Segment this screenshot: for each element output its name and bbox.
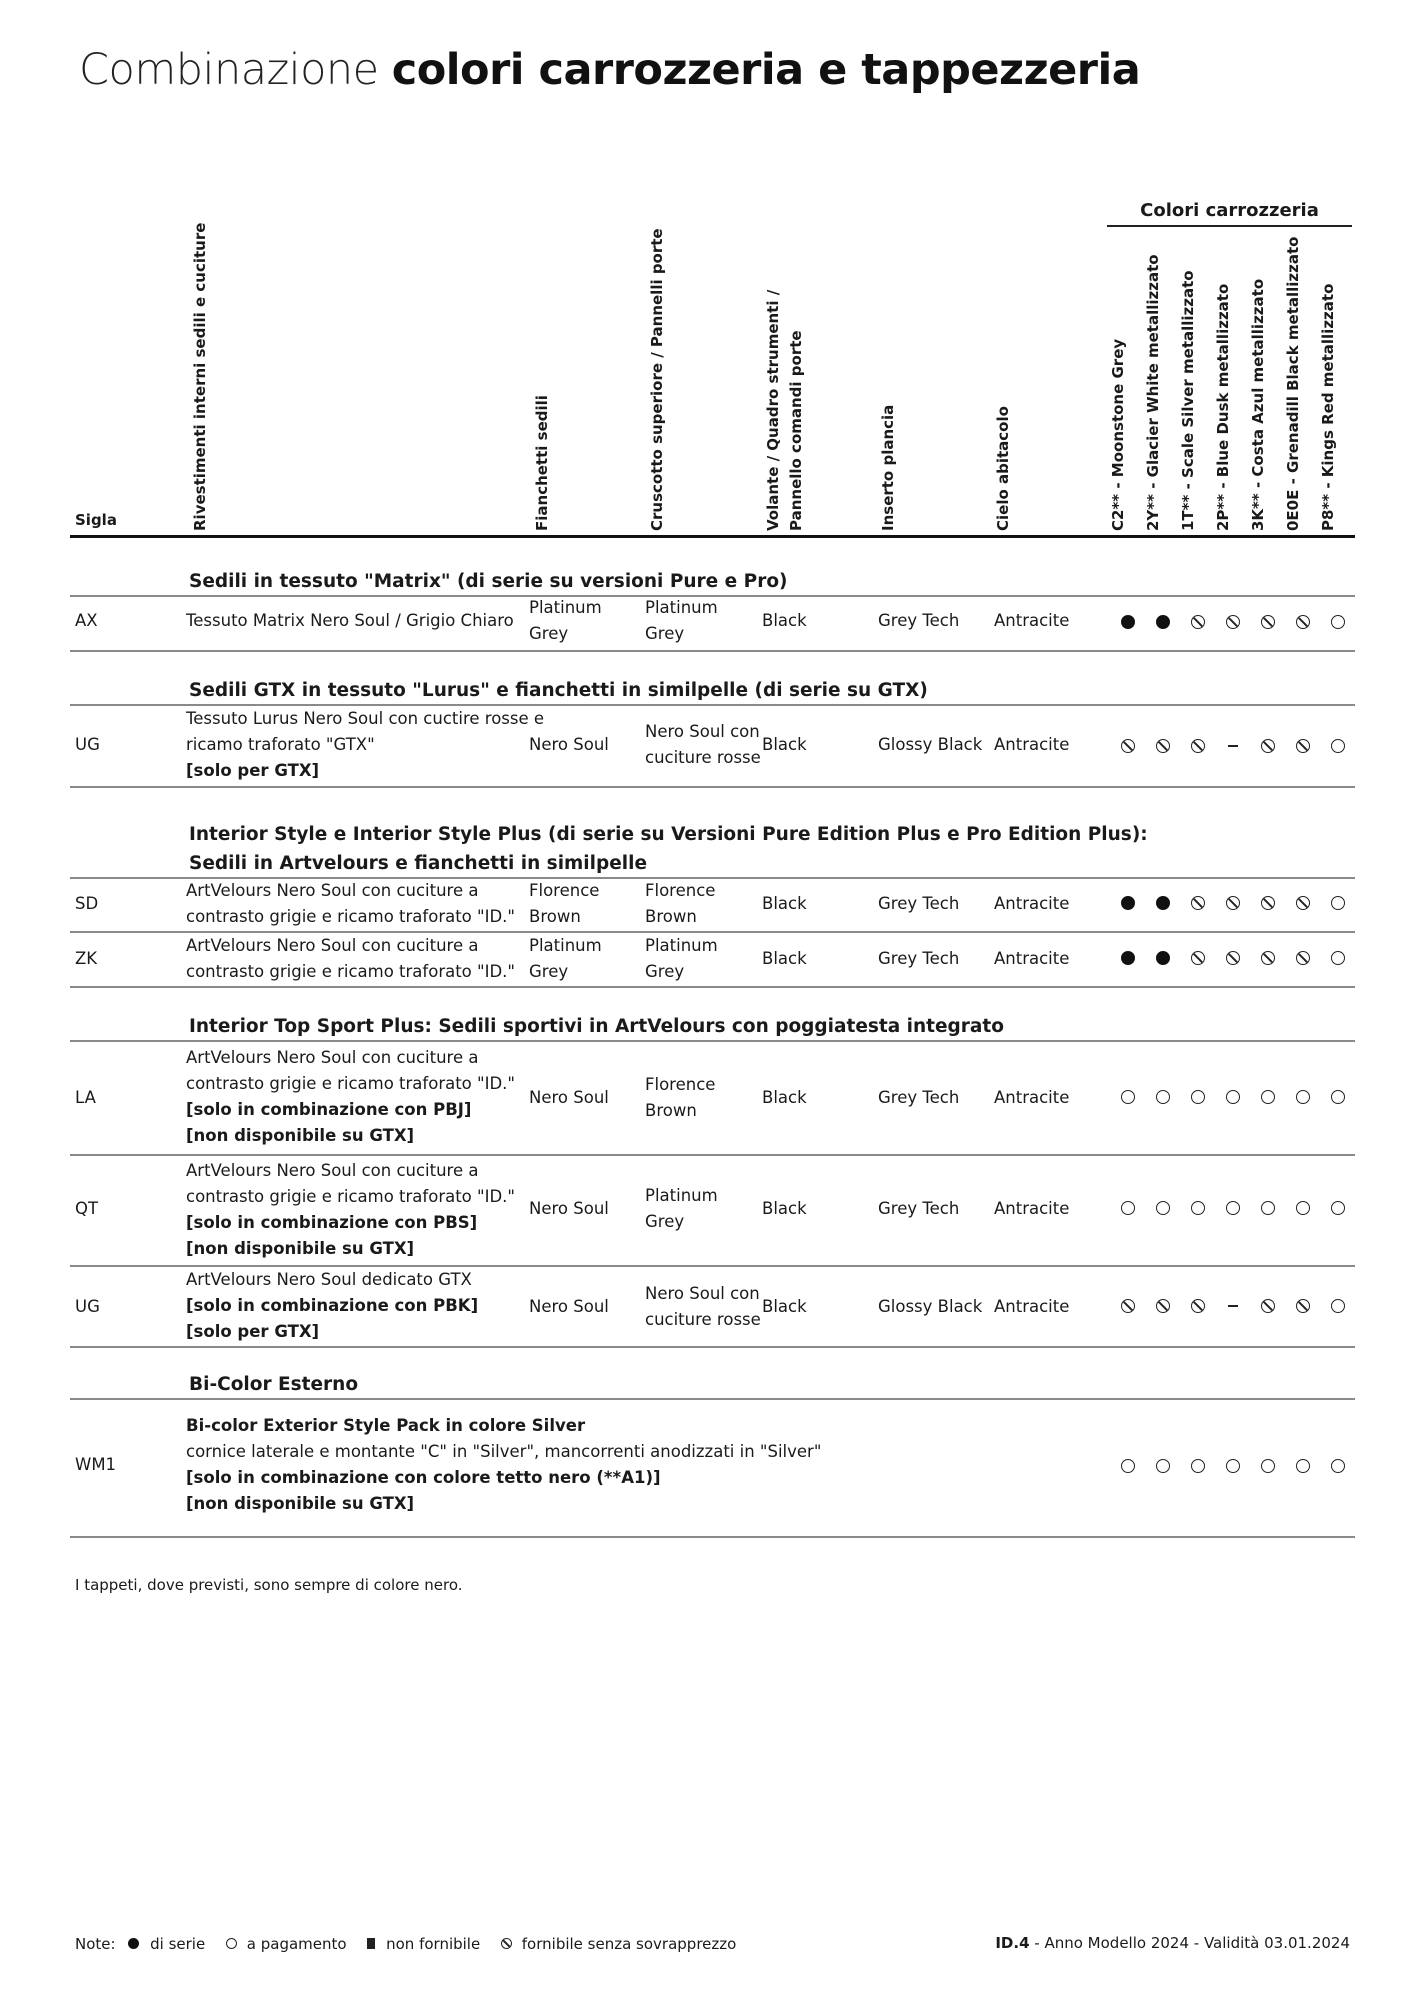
title-bold: colori carrozzeria e tappezzeria	[391, 45, 1141, 95]
legend	[75, 1934, 736, 1953]
cielo-cell: Antracite	[994, 1199, 1070, 1218]
inserto-cell: Grey Tech	[878, 1199, 960, 1218]
availability-free-icon	[1191, 615, 1205, 629]
cruscotto-cell: Nero Soul con cuciture rosse	[645, 1284, 761, 1329]
volante-cell: Black	[762, 894, 807, 913]
availability-open-icon	[1331, 615, 1345, 629]
rivestimento-cell: Bi-color Exterior Style Pack in colore Silver cornice laterale e montante "C" in "Silver", mancorrenti anodizzati in "Silver" [solo in combinazione con colore tetto nero (**A1)] [non disponibile su GTX]	[186, 1416, 822, 1513]
fianchetti-cell: Platinum Grey	[529, 936, 602, 981]
rivestimento-cell: Tessuto Matrix Nero Soul / Grigio Chiaro	[186, 611, 514, 630]
section-title-bicolor: Bi-Color Esterno	[189, 1374, 359, 1395]
availability-open-icon	[1331, 951, 1345, 965]
section-title-style: Interior Style e Interior Style Plus (di serie su Versioni Pure Edition Plus e Pro Edition Plus): Sedili in Artvelours e fianchetti in similpelle	[189, 824, 1148, 874]
availability-free-icon	[1261, 1299, 1275, 1313]
availability-filled-icon	[1156, 896, 1170, 910]
rivestimento-cell: ArtVelours Nero Soul con cuciture a contrasto grigie e ricamo traforato "ID." [solo in combinazione con PBJ] [non disponibile su GTX]	[186, 1048, 516, 1145]
colors-group-rule	[1107, 225, 1352, 227]
availability-open-icon	[1191, 1201, 1205, 1215]
availability-free-icon	[1191, 739, 1205, 753]
cielo-cell: Antracite	[994, 1297, 1070, 1316]
availability-open-icon	[1156, 1459, 1170, 1473]
fianchetti-cell: Platinum Grey	[529, 598, 602, 643]
cruscotto-cell: Florence Brown	[645, 881, 716, 926]
availability-dash-icon	[1228, 1305, 1238, 1307]
availability-open-icon	[1331, 1201, 1345, 1215]
availability-open-icon	[1226, 1459, 1240, 1473]
availability-free-icon	[1121, 739, 1135, 753]
rivestimento-cell: ArtVelours Nero Soul con cuciture a contrasto grigie e ricamo traforato "ID."	[186, 936, 516, 981]
availability-free-icon	[1296, 615, 1310, 629]
availability-open-icon	[1191, 1090, 1205, 1104]
colors-group-label: Colori carrozzeria	[1140, 200, 1319, 221]
availability-free-icon	[1226, 615, 1240, 629]
cruscotto-cell: Platinum Grey	[645, 598, 718, 643]
availability-open-icon	[1261, 1201, 1275, 1215]
cruscotto-cell: Platinum Grey	[645, 936, 718, 981]
row-divider	[70, 1154, 1355, 1156]
fianchetti-cell: Nero Soul	[529, 1088, 609, 1107]
legend-senza-sovrapprezzo: fornibile senza sovrapprezzo	[521, 1934, 737, 1953]
availability-filled-icon	[1121, 896, 1135, 910]
cruscotto-cell: Nero Soul con cuciture rosse	[645, 722, 761, 767]
availability-open-icon	[1331, 896, 1345, 910]
volante-cell: Black	[762, 949, 807, 968]
inserto-cell: Grey Tech	[878, 611, 960, 630]
availability-free-icon	[1261, 896, 1275, 910]
slashed-circle-icon	[501, 1938, 512, 1949]
availability-free-icon	[1191, 1299, 1205, 1313]
inserto-cell: Grey Tech	[878, 949, 960, 968]
row-divider	[70, 786, 1355, 788]
filled-circle-icon	[128, 1938, 139, 1949]
footer-validity: ID.4 - Anno Modello 2024 - Validità 03.01.2024	[995, 1934, 1350, 1952]
row-code: UG	[75, 735, 100, 754]
availability-free-icon	[1296, 1299, 1310, 1313]
availability-open-icon	[1296, 1201, 1310, 1215]
availability-open-icon	[1331, 739, 1345, 753]
rivestimento-cell: Tessuto Lurus Nero Soul con cuctire rosse e ricamo traforato "GTX" [solo per GTX]	[186, 709, 545, 780]
section-title-topsport: Interior Top Sport Plus: Sedili sportivi in ArtVelours con poggiatesta integrato	[189, 1016, 1004, 1037]
rivestimento-cell: ArtVelours Nero Soul con cuciture a contrasto grigie e ricamo traforato "ID."	[186, 881, 516, 926]
availability-free-icon	[1261, 951, 1275, 965]
volante-cell: Black	[762, 611, 807, 630]
cruscotto-cell: Florence Brown	[645, 1075, 716, 1120]
availability-open-icon	[1261, 1459, 1275, 1473]
open-circle-icon	[226, 1938, 237, 1949]
row-code: SD	[75, 894, 99, 913]
availability-free-icon	[1296, 896, 1310, 910]
cielo-cell: Antracite	[994, 1088, 1070, 1107]
cielo-cell: Antracite	[994, 949, 1070, 968]
section-rule-topsport	[70, 1040, 1355, 1042]
availability-dash-icon	[1228, 745, 1238, 747]
availability-free-icon	[1261, 615, 1275, 629]
table-bottom-rule	[70, 1536, 1355, 1538]
header-sigla: Sigla	[75, 511, 117, 529]
inserto-cell: Grey Tech	[878, 1088, 960, 1107]
legend-prefix: Note:	[75, 1934, 116, 1953]
row-divider	[70, 650, 1355, 652]
inserto-cell: Grey Tech	[878, 894, 960, 913]
title-light: Combinazione	[79, 45, 379, 95]
row-divider	[70, 1346, 1355, 1348]
availability-filled-icon	[1156, 615, 1170, 629]
row-code: WM1	[75, 1455, 117, 1474]
availability-open-icon	[1331, 1459, 1345, 1473]
availability-open-icon	[1226, 1201, 1240, 1215]
availability-open-icon	[1121, 1459, 1135, 1473]
availability-free-icon	[1296, 951, 1310, 965]
section-rule-bicolor	[70, 1398, 1355, 1400]
carpet-note: I tappeti, dove previsti, sono sempre di colore nero.	[75, 1576, 463, 1594]
row-code: UG	[75, 1297, 100, 1316]
availability-open-icon	[1261, 1090, 1275, 1104]
availability-open-icon	[1296, 1459, 1310, 1473]
availability-free-icon	[1191, 896, 1205, 910]
fianchetti-cell: Nero Soul	[529, 735, 609, 754]
availability-free-icon	[1191, 951, 1205, 965]
availability-free-icon	[1296, 739, 1310, 753]
page-title	[79, 45, 1140, 95]
availability-open-icon	[1121, 1201, 1135, 1215]
volante-cell: Black	[762, 1297, 807, 1316]
cielo-cell: Antracite	[994, 735, 1070, 754]
dash-icon	[367, 1938, 375, 1949]
rivestimento-cell: ArtVelours Nero Soul dedicato GTX [solo in combinazione con PBK] [solo per GTX]	[186, 1270, 479, 1341]
row-code: ZK	[75, 949, 98, 968]
cielo-cell: Antracite	[994, 894, 1070, 913]
availability-open-icon	[1191, 1459, 1205, 1473]
section-title-matrix: Sedili in tessuto "Matrix" (di serie su versioni Pure e Pro)	[189, 571, 788, 592]
inserto-cell: Glossy Black	[878, 1297, 983, 1316]
row-divider	[70, 986, 1355, 988]
cielo-cell: Antracite	[994, 611, 1070, 630]
inserto-cell: Glossy Black	[878, 735, 983, 754]
availability-free-icon	[1261, 739, 1275, 753]
availability-open-icon	[1156, 1201, 1170, 1215]
section-title-gtx: Sedili GTX in tessuto "Lurus" e fianchetti in similpelle (di serie su GTX)	[189, 680, 928, 701]
legend-di-serie: di serie	[150, 1934, 206, 1953]
volante-cell: Black	[762, 1199, 807, 1218]
cruscotto-cell: Platinum Grey	[645, 1186, 718, 1231]
availability-open-icon	[1226, 1090, 1240, 1104]
fianchetti-cell: Nero Soul	[529, 1199, 609, 1218]
fianchetti-cell: Nero Soul	[529, 1297, 609, 1316]
row-code: AX	[75, 611, 98, 630]
row-code: QT	[75, 1199, 99, 1218]
availability-open-icon	[1156, 1090, 1170, 1104]
availability-free-icon	[1226, 896, 1240, 910]
availability-free-icon	[1226, 951, 1240, 965]
availability-filled-icon	[1156, 951, 1170, 965]
availability-open-icon	[1121, 1090, 1135, 1104]
volante-cell: Black	[762, 1088, 807, 1107]
availability-free-icon	[1156, 739, 1170, 753]
legend-a-pagamento: a pagamento	[246, 1934, 347, 1953]
availability-open-icon	[1331, 1090, 1345, 1104]
row-code: LA	[75, 1088, 96, 1107]
legend-non-fornibile: non fornibile	[386, 1934, 481, 1953]
rivestimento-cell: ArtVelours Nero Soul con cuciture a contrasto grigie e ricamo traforato "ID." [solo in combinazione con PBS] [non disponibile su GTX]	[186, 1161, 516, 1258]
availability-open-icon	[1296, 1090, 1310, 1104]
fianchetti-cell: Florence Brown	[529, 881, 600, 926]
availability-open-icon	[1331, 1299, 1345, 1313]
header-rule	[70, 535, 1355, 538]
availability-free-icon	[1121, 1299, 1135, 1313]
availability-filled-icon	[1121, 951, 1135, 965]
availability-filled-icon	[1121, 615, 1135, 629]
availability-free-icon	[1156, 1299, 1170, 1313]
volante-cell: Black	[762, 735, 807, 754]
